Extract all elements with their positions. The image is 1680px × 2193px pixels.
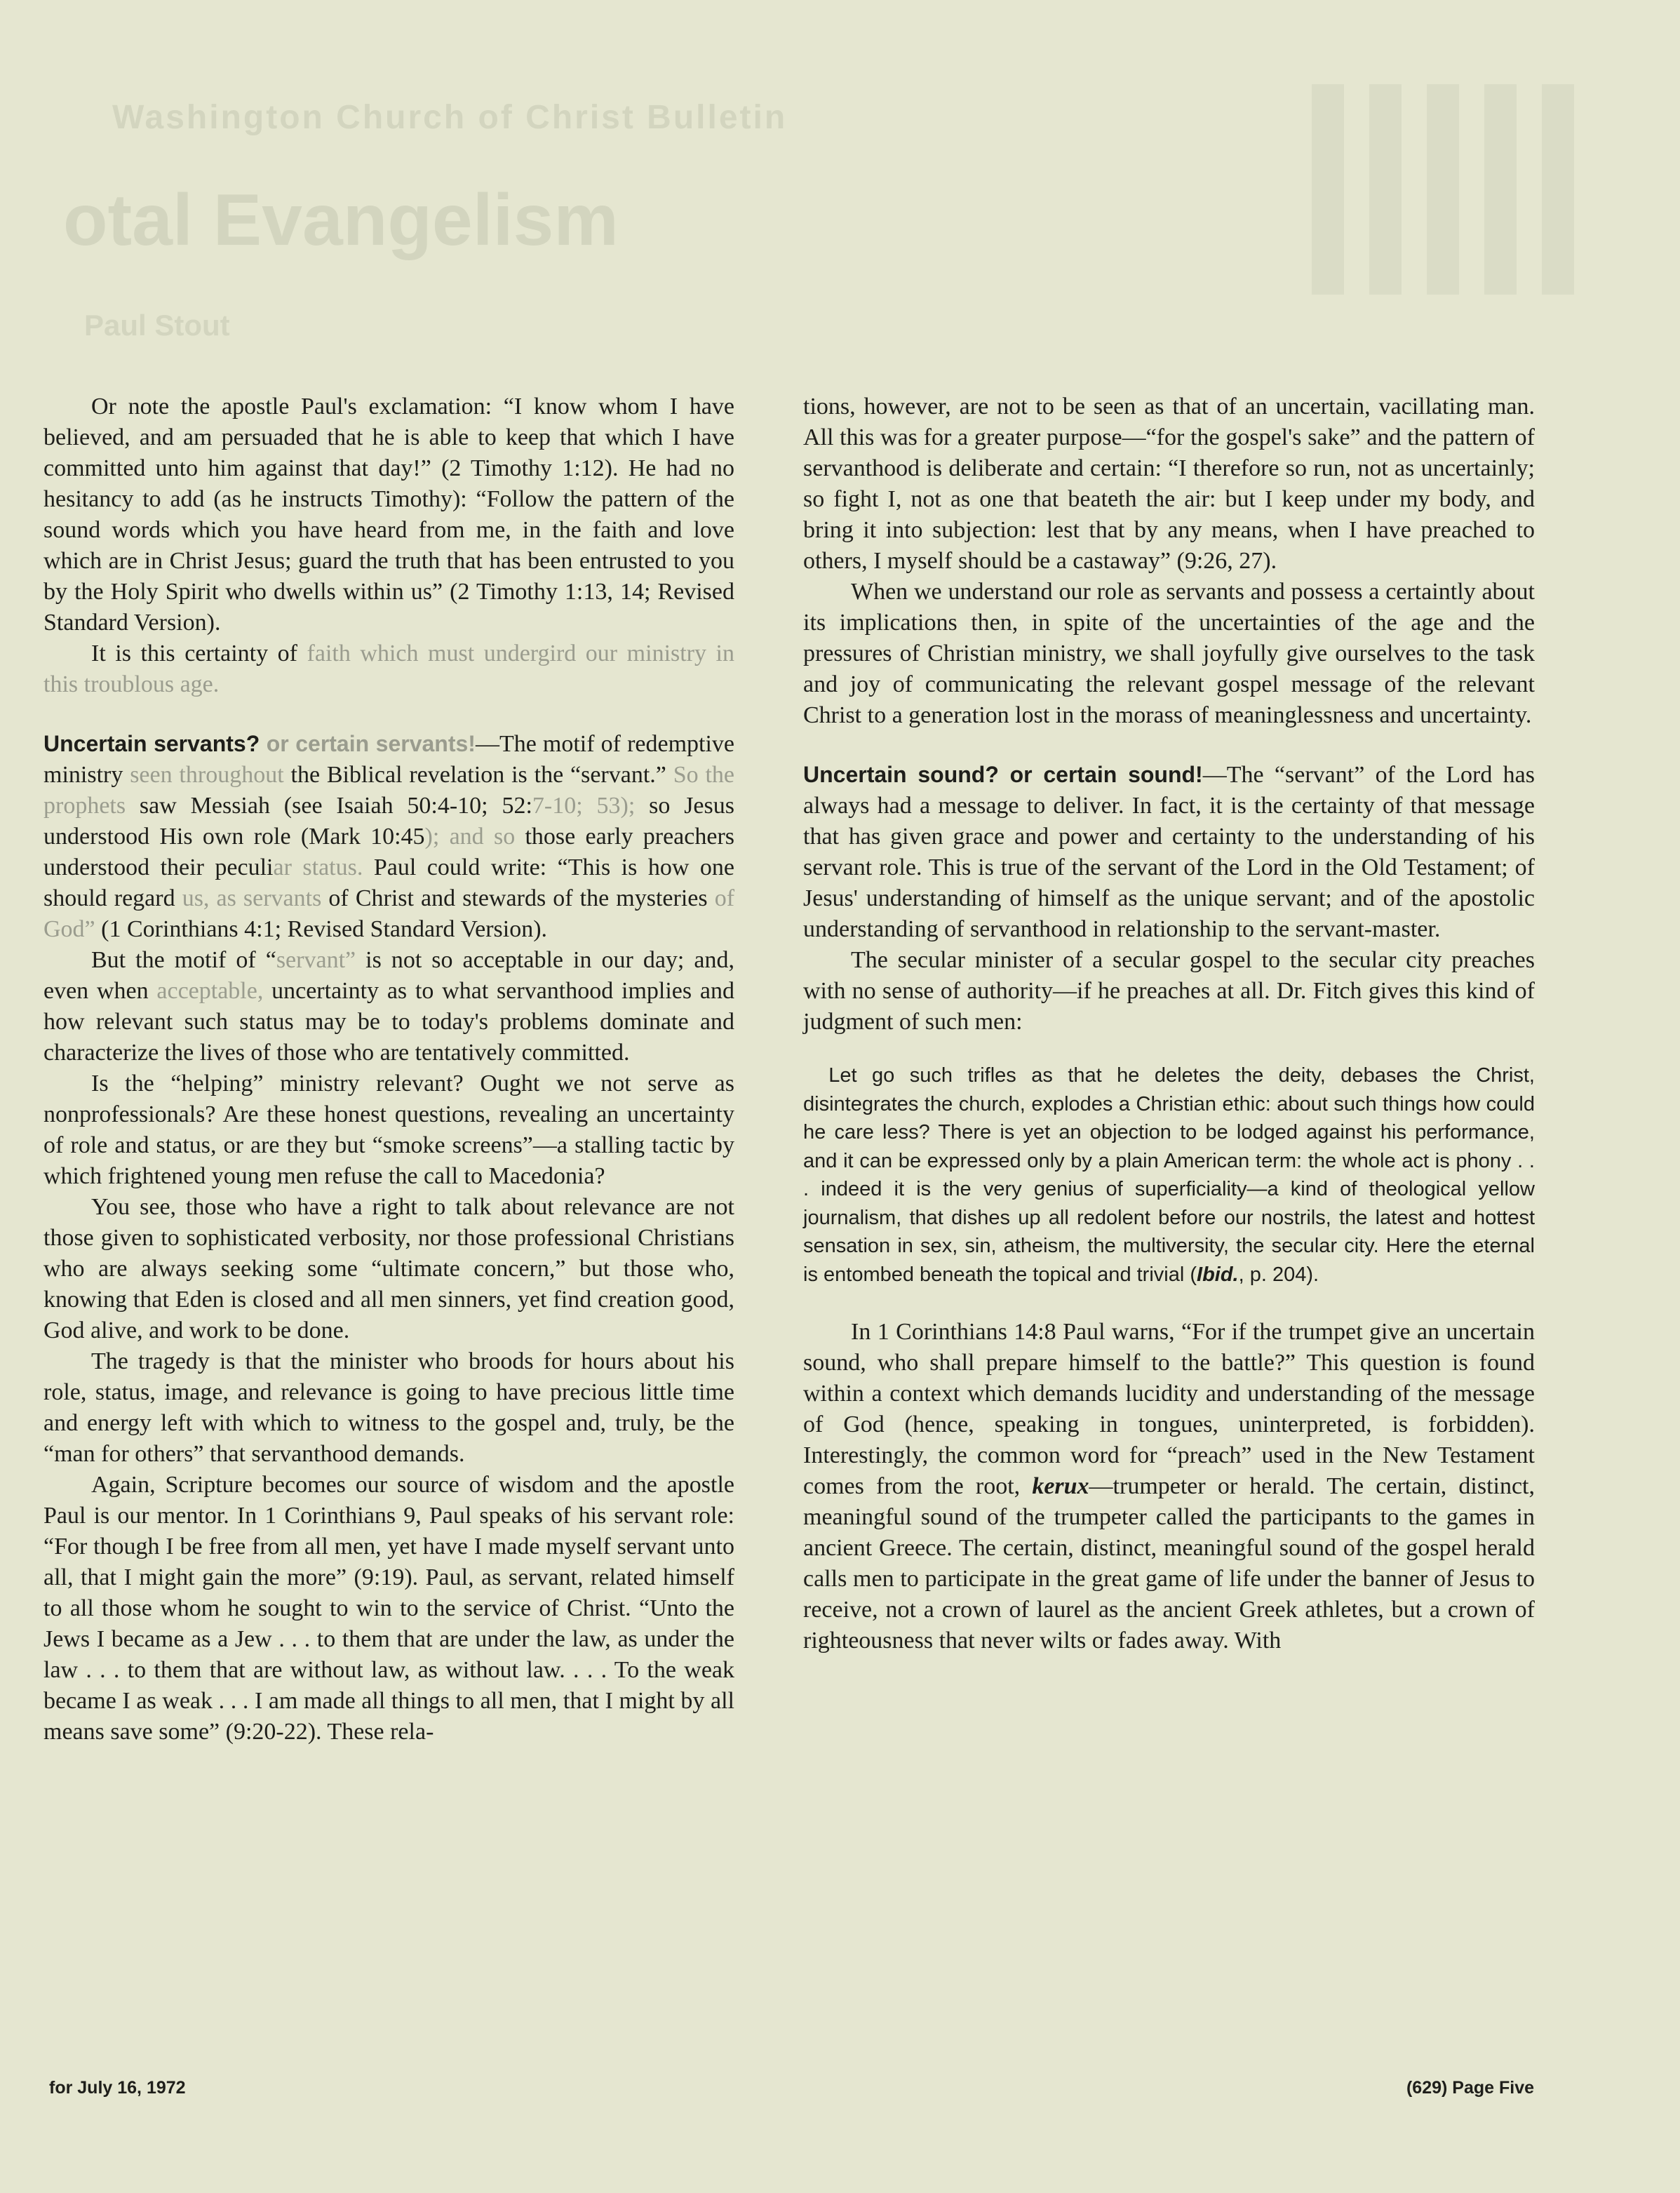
left-paragraph-servants: Uncertain servants? or certain servants!—The motif of redemptive ministry seen throughout the Biblical revelation is the “servant.” So the prophets saw Messiah (see Isaiah 50:4-10; 52:7-10; 53); so Jesus understood His own role (Mark 10:45); and so those early preachers understood their peculiar status. Paul could write: “This is how one should regard us, as servants of Christ and stewards of the mysteries of God” (1 Corinthians 4:1; Revised Standard Version). xyxy=(43,731,735,942)
ghost-logo-mark xyxy=(1312,84,1578,295)
left-paragraph-7: The tragedy is that the minister who broods for hours about his role, status, image, and relevance is going to have precious little time and energy left with which to witness to the gospel and, truly, be the “man for others” that servanthood demands. xyxy=(43,1348,734,1467)
right-paragraph-5: In 1 Corinthians 14:8 Paul warns, “For if the trumpet give an uncertain sound, who shall prepare himself to the battle?” This question is found within a context which demands lucidity and understanding of the message of God (hence, speaking in tongues, uninterpreted, is forbidden). Interestingly, the common word for “preach” used in the New Testament comes from the root, kerux—trumpeter or herald. The certain, distinct, meaningful sound of the trumpeter called the participants to the games in ancient Greece. The certain, distinct, meaningful sound of the gospel herald calls men to participate in the great game of life under the banner of Jesus to receive, not a crown of laurel as the ancient Greek athletes, but a crown of righteousness that never wilts or fades away. With xyxy=(803,1319,1535,1654)
right-column xyxy=(803,391,1535,1656)
footer-page-number: (629) Page Five xyxy=(1406,2078,1534,2098)
right-paragraph-4: The secular minister of a secular gospel to the secular city preaches with no sense of authority—if he preaches at all. Dr. Fitch gives this kind of judgment of such men: xyxy=(803,947,1535,1035)
right-paragraph-sound: Uncertain sound? or certain sound!—The “servant” of the Lord has always had a message to deliver. In fact, it is the certainty of that message that has given grace and power and certainty to the understanding of his servant role. This is true of the servant of the Lord in the Old Testament; of Jesus' understanding of himself as the unique servant; and of the apostolic understanding of servanthood in relationship to the servant-master. xyxy=(803,762,1535,942)
left-paragraph-2: It is this certainty of faith which must undergird our ministry in this troublous age. xyxy=(43,641,734,697)
ghost-header-text: Washington Church of Christ Bulletin xyxy=(112,99,788,136)
right-paragraph-1: tions, however, are not to be seen as that of an uncertain, vacillating man. All this was for a greater purpose—“for the gospel's sake” and the pattern of servanthood is deliberate and certain: “I therefore so run, not as uncertainly; so fight I, not as one that beateth the air: but I keep under my body, and bring it into subjection: lest that by any means, when I have preached to others, I myself should be a castaway” (9:26, 27). xyxy=(803,394,1535,574)
left-paragraph-8: Again, Scripture becomes our source of wisdom and the apostle Paul is our mentor. In 1 Corinthians 9, Paul speaks of his servant role: “For though I be free from all men, yet have I made myself servant unto all, that I might gain the more” (9:19). Paul, as servant, related himself to all those whom he sought to win to the service of Christ. “Unto the Jews I became as a Jew . . . to them that are under the law, as under the law . . . to them that are without law, as without law. . . . To the weak became I as weak . . . I am made all things to all men, that I might by all means save some” (9:20-22). These rela- xyxy=(43,1472,734,1745)
left-paragraph-5: Is the “helping” ministry relevant? Ought we not serve as nonprofessionals? Are these honest questions, revealing an uncertainty of role and status, or are they but “smoke screens”—a stalling tactic by which frightened young men refuse the call to Macedonia? xyxy=(43,1071,734,1189)
ghost-title-text: otal Evangelism xyxy=(63,180,619,261)
section-heading-servants: Uncertain servants? xyxy=(43,731,267,756)
block-quote-fitch: Let go such trifles as that he deletes the deity, debases the Christ, disintegrates the church, explodes a Christian ethic: about such things how could he care less? There is yet an objection to be lodged against his performance, and it can be expressed only by a plain American term: the whole act is phony . . . indeed it is the very genius of superficiality—a kind of theological yellow journalism, that dishes up all redolent before our nostrils, the latest and hottest sensation in sex, sin, atheism, the multiversity, the secular city. Here the eternal is entombed beneath the topical and trivial (Ibid., p. 204). xyxy=(803,1064,1535,1286)
left-column xyxy=(43,391,734,1748)
left-paragraph-4: But the motif of “servant” is not so acceptable in our day; and, even when acceptable, uncertainty as to what servanthood implies and how relevant such status may be to today's problems dominate and characterize the lives of those who are tentatively committed. xyxy=(43,947,734,1066)
section-heading-sound: Uncertain sound? or certain sound! xyxy=(803,762,1203,787)
ghost-byline-text: Paul Stout xyxy=(84,309,230,342)
left-paragraph-1: Or note the apostle Paul's exclamation: “I know whom I have believed, and am persuaded that he is able to keep that which I have committed unto him against that day!” (2 Timothy 1:12). He had no hesitancy to add (as he instructs Timothy): “Follow the pattern of the sound words which you have heard from me, in the faith and love which are in Christ Jesus; guard the truth that has been entrusted to you by the Holy Spirit who dwells within us” (2 Timothy 1:13, 14; Revised Standard Version). xyxy=(43,394,734,636)
footer-date: for July 16, 1972 xyxy=(49,2078,186,2098)
left-paragraph-6: You see, those who have a right to talk about relevance are not those given to sophisticated verbosity, nor those professional Christians who are always seeking some “ultimate concern,” but those who, knowing that Eden is closed and all men sinners, yet find creation good, God alive, and work to be done. xyxy=(43,1194,734,1343)
right-paragraph-2: When we understand our role as servants and possess a certaintly about its implications then, in spite of the uncertainties of the age and the pressures of Christian ministry, we shall joyfully give ourselves to the task and joy of communicating the relevant gospel message of the relevant Christ to a generation lost in the morass of meaninglessness and uncertainty. xyxy=(803,579,1535,728)
